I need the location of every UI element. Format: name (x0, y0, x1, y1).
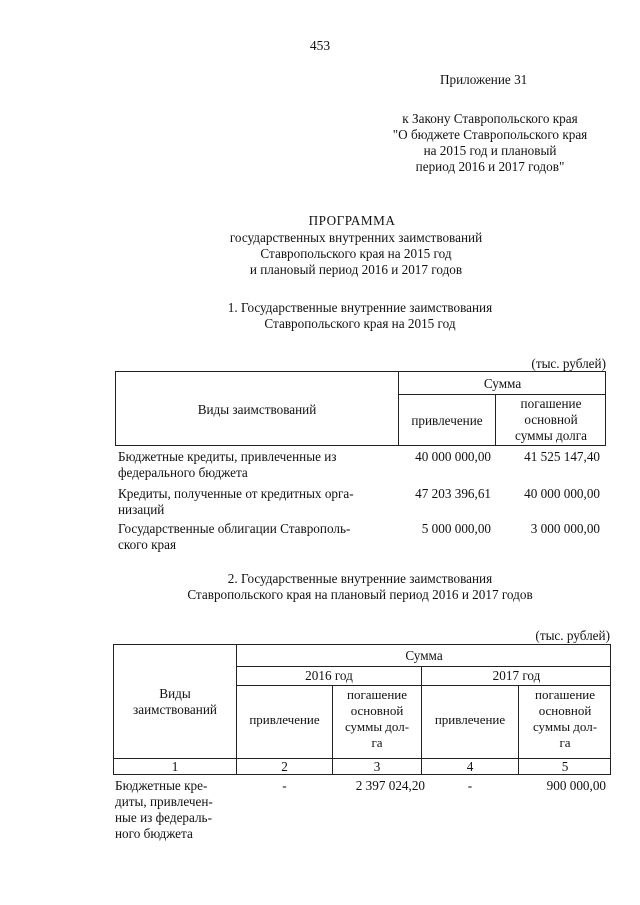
table1-row-repayment: 41 525 147,40 (524, 449, 600, 464)
table2-row-repayment-2017: 900 000,00 (546, 778, 606, 793)
table2-header-repayment-line: погашение (346, 687, 408, 702)
table1-divider (398, 394, 606, 395)
table1-row-name: низаций (118, 502, 165, 517)
section2-heading (0, 571, 640, 603)
table1-header-sum: Сумма (483, 376, 522, 391)
table2-row-name: ные из федераль- (115, 810, 212, 825)
table1-header-repayment-line: погашение (520, 396, 582, 411)
table2-row-borrowing-2017: - (467, 778, 473, 793)
table2-row-borrowing-2016: - (282, 778, 287, 793)
table-row (118, 486, 403, 518)
table1-header-repayment-line: суммы долга (515, 428, 587, 443)
subtitle-line: государственных внутренних заимствований (229, 230, 483, 245)
table-row (118, 449, 403, 481)
table1-row-borrowing: 5 000 000,00 (421, 521, 491, 536)
section1-unit-label: (тыс. рублей) (531, 356, 606, 371)
page-number: 453 (309, 38, 331, 53)
section2-heading-line: Ставропольского края на плановый период 2016 и 2017 годов (187, 587, 533, 602)
table2-row-name: ного бюджета (115, 826, 193, 841)
table2-row-repayment-2016: 2 397 024,20 (355, 778, 425, 793)
table2-column-number: 4 (466, 759, 474, 774)
table1-row-name: ского края (118, 537, 177, 552)
table1-row-borrowing: 47 203 396,61 (415, 486, 491, 501)
table1-row-name: федерального бюджета (118, 465, 248, 480)
table2-header-repayment-line: суммы дол- (344, 719, 410, 734)
table2-row-name: Бюджетные кре- (115, 778, 208, 793)
table-row (115, 778, 240, 842)
table2-header-repayment-line: основной (538, 703, 592, 718)
table2-divider (236, 666, 611, 667)
table2-header-year-2017: 2017 год (492, 668, 541, 683)
table2-header-repayment-line: га (559, 735, 571, 750)
appendix-line: "О бюджете Ставропольского края (392, 127, 588, 142)
table1-header-types: Виды заимствований (197, 402, 317, 417)
table1-header-repayment-line: основной (524, 412, 578, 427)
table2-header-types-line: заимствований (133, 702, 217, 717)
section1-heading (0, 300, 640, 332)
table2-header-year-2016: 2016 год (305, 668, 353, 683)
section2-unit-label: (тыс. рублей) (535, 628, 610, 643)
appendix-law-reference (360, 111, 620, 175)
subtitle-line: и плановый период 2016 и 2017 годов (249, 262, 463, 277)
table1-row-name: Государственные облигации Ставрополь- (118, 521, 351, 536)
table2-column-number: 1 (171, 759, 179, 774)
table2-row-name: диты, привлечен- (115, 794, 213, 809)
section1-heading-line: 1. Государственные внутренние заимствования (227, 300, 493, 315)
table2-header-repayment-line: погашение (534, 687, 596, 702)
table1-header-borrowing: привлечение (411, 413, 483, 428)
document-title: ПРОГРАММА (308, 213, 396, 228)
table2-divider (236, 685, 611, 686)
table2-header-sum: Сумма (405, 648, 443, 663)
table2-column-number: 5 (561, 759, 569, 774)
section2-heading-line: 2. Государственные внутренние заимствования (227, 571, 493, 586)
table2-header-repayment-line: суммы дол- (532, 719, 598, 734)
subtitle-line: Ставропольского края на 2015 год (260, 246, 452, 261)
table2-header-types-line: Виды (159, 686, 191, 701)
appendix-label: Приложение 31 (440, 72, 528, 87)
table1-row-name: Бюджетные кредиты, привлеченные из (118, 449, 337, 464)
appendix-line: период 2016 и 2017 годов" (415, 159, 565, 174)
table2-header-borrowing-2016: привлечение (249, 712, 320, 727)
table2-column-number: 3 (373, 759, 381, 774)
table1-row-name: Кредиты, полученные от кредитных орга- (118, 486, 354, 501)
table1-row-borrowing: 40 000 000,00 (415, 449, 491, 464)
table2-header-borrowing-2017: привлечение (434, 712, 506, 727)
table-row (118, 521, 403, 553)
table2-header-repayment-2016 (333, 687, 421, 751)
table2-header-repayment-line: га (371, 735, 383, 750)
table2-column-number: 2 (281, 759, 288, 774)
table2-header-types (114, 686, 236, 718)
table1-header-repayment (496, 396, 606, 444)
appendix-line: к Закону Ставропольского края (402, 111, 578, 126)
table2-header-repayment-line: основной (350, 703, 404, 718)
document-subtitle (0, 230, 640, 278)
table2-header-repayment-2017 (519, 687, 611, 751)
table1-row-repayment: 40 000 000,00 (524, 486, 600, 501)
section1-heading-line: Ставропольского края на 2015 год (264, 316, 456, 331)
table1-row-repayment: 3 000 000,00 (530, 521, 600, 536)
appendix-line: на 2015 год и плановый (423, 143, 557, 158)
